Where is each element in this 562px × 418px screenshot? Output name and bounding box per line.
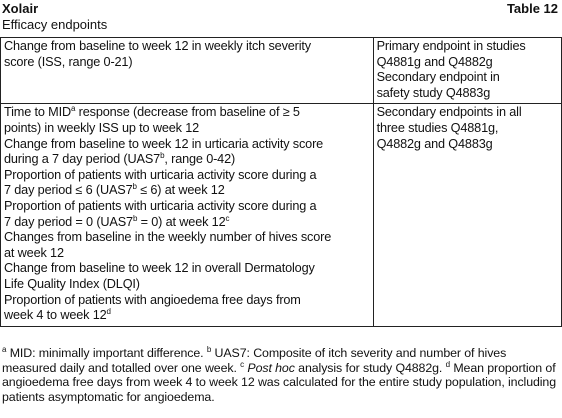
text-run: during a 7 day period (UAS7 bbox=[4, 152, 161, 167]
text-run: , range 0-42) bbox=[164, 152, 236, 167]
text-run: week 4 to week 12 bbox=[4, 308, 107, 323]
text-run: 7 day period ≤ 6 (UAS7 bbox=[4, 183, 133, 198]
endpoint-type-line: Q4881g and Q4882g bbox=[376, 54, 493, 69]
footnote-mark: a bbox=[2, 345, 7, 354]
endpoint-line: Changes from baseline in the weekly number of hives score bbox=[4, 230, 332, 245]
endpoint-type-cell bbox=[373, 104, 561, 326]
endpoint-line: Proportion of patients with angioedema free days from bbox=[4, 292, 301, 307]
footnote-a: MID: minimally important difference. bbox=[6, 346, 207, 360]
endpoint-line bbox=[4, 152, 370, 168]
footnote-mark: a bbox=[70, 104, 76, 114]
footnote-mark: c bbox=[240, 359, 245, 369]
endpoint-cell bbox=[1, 104, 374, 326]
endpoint-cell bbox=[1, 38, 374, 104]
endpoint-line: Proportion of patients with urticaria activity score during a bbox=[4, 167, 317, 182]
endpoint-type-line: Q4882g and Q4883g bbox=[376, 136, 493, 151]
table-row bbox=[1, 38, 562, 104]
endpoint-line bbox=[4, 105, 370, 121]
footnote-mark: d bbox=[106, 307, 111, 317]
table-number: Table 12 bbox=[506, 1, 558, 16]
endpoint-line: Change from baseline to week 12 in weekly itch severity bbox=[4, 39, 311, 53]
table-subtitle: Efficacy endpoints bbox=[2, 17, 108, 32]
table-footnotes bbox=[2, 346, 560, 404]
endpoint-type-line: Primary endpoint in studies bbox=[376, 39, 526, 53]
text-run: ≤ 6) at week 12 bbox=[136, 183, 225, 198]
footnote-mark: b bbox=[160, 151, 165, 161]
endpoint-line: points) in weekly ISS up to week 12 bbox=[4, 120, 200, 135]
endpoint-line: Change from baseline to week 12 in urticaria activity score bbox=[4, 136, 324, 151]
text-run: response (decrease from baseline of ≥ 5 bbox=[75, 105, 300, 120]
endpoint-type-line: Secondary endpoints in all bbox=[376, 105, 522, 120]
footnote-mark: b bbox=[132, 213, 138, 223]
endpoint-line bbox=[4, 183, 370, 199]
footnote-d: Mean proportion of angioedema free days from week 4 to week 12 was calculated for the entire study population, including patients asymptomatic for angioedema. bbox=[2, 360, 557, 404]
footnote-mark: b bbox=[132, 182, 137, 192]
text-run: = 0) at week 12 bbox=[137, 214, 226, 229]
footnote-mark: c bbox=[225, 213, 230, 223]
text-run: Time to MID bbox=[4, 105, 71, 120]
footnote-b: UAS7: Composite of itch severity and number of hives measured daily and totalled over one week. bbox=[2, 346, 507, 375]
endpoint-line bbox=[4, 308, 370, 324]
endpoint-line: Change from baseline to week 12 in overall Dermatology bbox=[4, 261, 315, 276]
footnote-c: analysis for study Q4882g. bbox=[294, 360, 446, 375]
text-run: 7 day period = 0 (UAS7 bbox=[4, 214, 133, 229]
efficacy-endpoints-table bbox=[0, 37, 562, 327]
endpoint-line: Life Quality Index (DLQI) bbox=[4, 276, 140, 291]
footnote-mark: d bbox=[445, 359, 450, 369]
footnote-mark: b bbox=[206, 345, 212, 354]
table-row bbox=[1, 104, 562, 326]
endpoint-type-line: three studies Q4881g, bbox=[376, 120, 499, 135]
footnote-c-emphasis: Post hoc bbox=[244, 360, 295, 375]
endpoint-type-line: Secondary endpoint in bbox=[376, 70, 500, 85]
endpoint-line: at week 12 bbox=[4, 245, 64, 260]
endpoint-line: Proportion of patients with urticaria activity score during a bbox=[4, 198, 317, 213]
product-name: Xolair bbox=[2, 1, 39, 16]
endpoint-line bbox=[4, 215, 370, 231]
endpoint-line: score (ISS, range 0-21) bbox=[4, 54, 133, 69]
endpoint-type-line: safety study Q4883g bbox=[376, 85, 491, 100]
endpoint-type-cell bbox=[373, 38, 561, 104]
